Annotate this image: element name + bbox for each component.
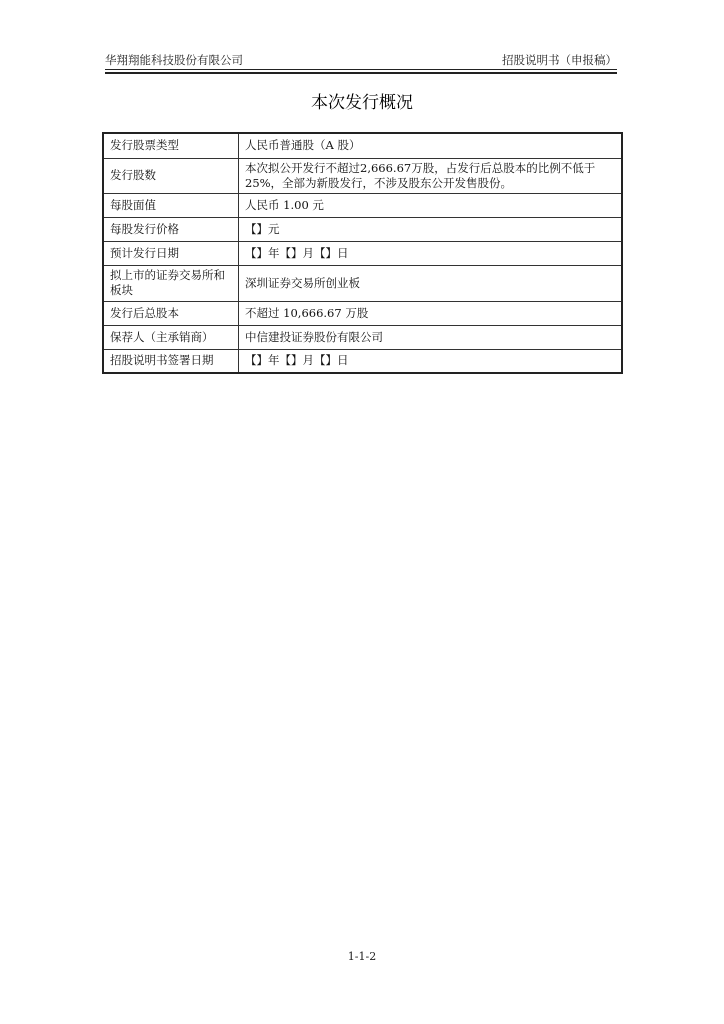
row-value: 中信建投证券股份有限公司 xyxy=(239,325,623,349)
row-value: 人民币 1.00 元 xyxy=(239,193,623,217)
table-row xyxy=(103,325,622,349)
header-rule-thick xyxy=(105,72,617,74)
row-label: 发行股票类型 xyxy=(103,133,239,158)
row-value: 人民币普通股（A 股） xyxy=(239,133,623,158)
row-value: 【】元 xyxy=(239,217,623,241)
row-label: 拟上市的证券交易所和板块 xyxy=(103,265,239,301)
page-title: 本次发行概况 xyxy=(311,93,413,113)
row-label: 每股面值 xyxy=(103,193,239,217)
row-value: 【】年【】月【】日 xyxy=(239,349,623,373)
document-name: 招股说明书（申报稿） xyxy=(502,53,617,67)
table-row xyxy=(103,193,622,217)
row-label: 招股说明书签署日期 xyxy=(103,349,239,373)
row-value: 【】年【】月【】日 xyxy=(239,241,623,265)
table-row xyxy=(103,158,622,193)
row-label: 保荐人（主承销商） xyxy=(103,325,239,349)
row-label: 发行股数 xyxy=(103,158,239,193)
table-row xyxy=(103,301,622,325)
table-row xyxy=(103,241,622,265)
table-row xyxy=(103,133,622,158)
page-number: 1-1-2 xyxy=(347,950,377,963)
row-label: 发行后总股本 xyxy=(103,301,239,325)
company-name: 华翔翔能科技股份有限公司 xyxy=(105,53,243,67)
table-row xyxy=(103,265,622,301)
page-header xyxy=(105,48,617,68)
row-value: 深圳证券交易所创业板 xyxy=(239,265,623,301)
row-value: 本次拟公开发行不超过2,666.67万股，占发行后总股本的比例不低于25%，全部为新股发行，不涉及股东公开发售股份。 xyxy=(239,158,623,193)
row-label: 预计发行日期 xyxy=(103,241,239,265)
table-row xyxy=(103,349,622,373)
header-rule-thin xyxy=(105,69,617,70)
offering-summary-table xyxy=(102,132,623,374)
row-label: 每股发行价格 xyxy=(103,217,239,241)
table-row xyxy=(103,217,622,241)
row-value: 不超过 10,666.67 万股 xyxy=(239,301,623,325)
